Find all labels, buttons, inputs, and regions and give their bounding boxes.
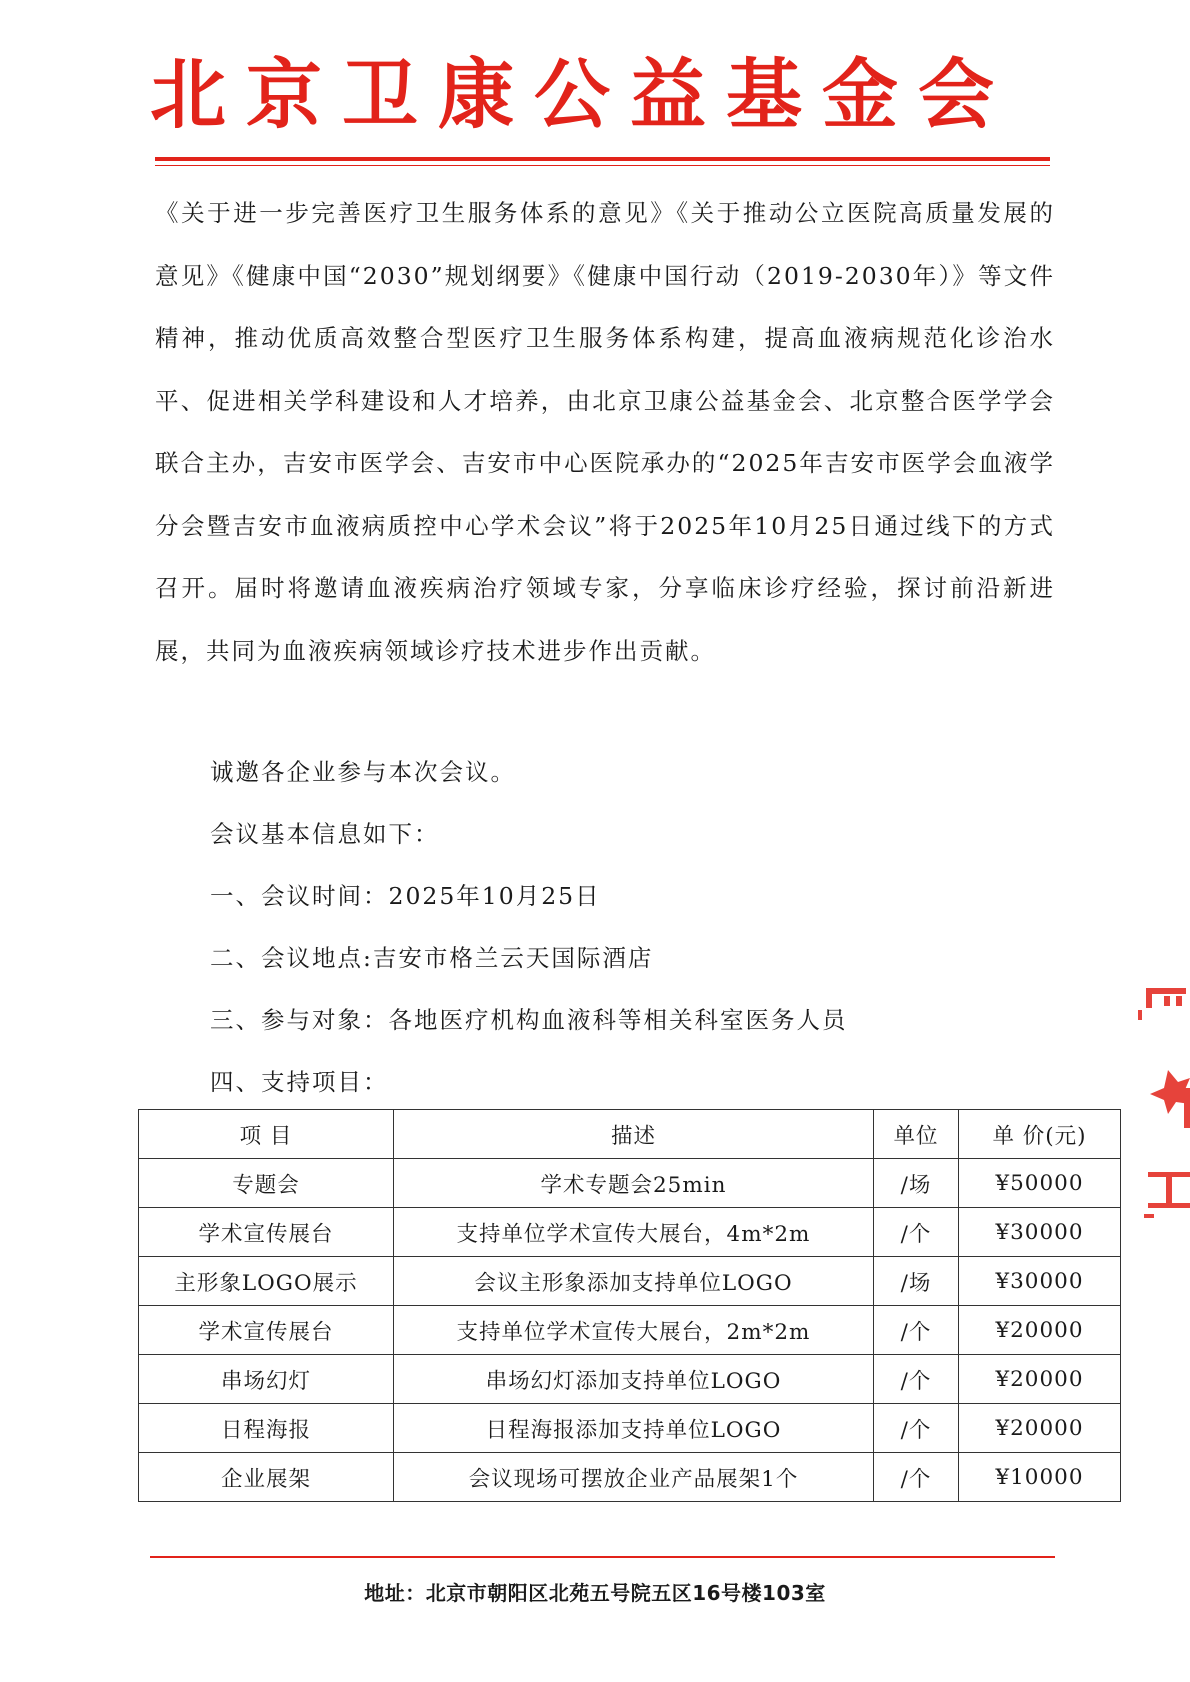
meeting-time-line: 一、会议时间：2025年10月25日 bbox=[210, 882, 601, 910]
cell-item: 学术宣传展台 bbox=[139, 1306, 394, 1355]
cell-item: 专题会 bbox=[139, 1159, 394, 1208]
cell-price: ¥30000 bbox=[959, 1257, 1121, 1306]
invitation-line: 诚邀各企业参与本次会议。 bbox=[210, 758, 516, 786]
table-row bbox=[139, 1257, 1121, 1306]
cell-item: 学术宣传展台 bbox=[139, 1208, 394, 1257]
cell-item: 串场幻灯 bbox=[139, 1355, 394, 1404]
cell-description: 学术专题会25min bbox=[394, 1159, 874, 1208]
cell-description: 会议主形象添加支持单位LOGO bbox=[394, 1257, 874, 1306]
table-row bbox=[139, 1355, 1121, 1404]
cell-price: ¥20000 bbox=[959, 1404, 1121, 1453]
cell-description: 支持单位学术宣传大展台，4m*2m bbox=[394, 1208, 874, 1257]
organization-letterhead: 北京卫康公益基金会 bbox=[150, 50, 1014, 139]
table-row bbox=[139, 1159, 1121, 1208]
header-unit: 单位 bbox=[874, 1110, 959, 1159]
cell-description: 串场幻灯添加支持单位LOGO bbox=[394, 1355, 874, 1404]
cell-unit: /场 bbox=[874, 1159, 959, 1208]
cell-item: 主形象LOGO展示 bbox=[139, 1257, 394, 1306]
table-row bbox=[139, 1453, 1121, 1502]
meeting-place-line: 二、会议地点:吉安市格兰云天国际酒店 bbox=[210, 944, 654, 972]
participants-line: 三、参与对象：各地医疗机构血液科等相关科室医务人员 bbox=[210, 1006, 848, 1034]
cell-item: 企业展架 bbox=[139, 1453, 394, 1502]
seal-stamp-partial bbox=[1128, 980, 1190, 1240]
cell-description: 日程海报添加支持单位LOGO bbox=[394, 1404, 874, 1453]
cell-unit: /个 bbox=[874, 1208, 959, 1257]
cell-price: ¥50000 bbox=[959, 1159, 1121, 1208]
cell-unit: /个 bbox=[874, 1453, 959, 1502]
intro-paragraph: 《关于进一步完善医疗卫生服务体系的意见》《关于推动公立医院高质量发展的意见》《健康中国“2030”规划纲要》《健康中国行动（2019-2030年）》等文件精神，推动优质高效整合型医疗卫生服务体系构建，提高血液病规范化诊治水平、促进相关学科建设和人才培养，由北京卫康公益基金会、北京整合医学学会联合主办，吉安市医学会、吉安市中心医院承办的“2025年吉安市医学会血液学分会暨吉安市血液病质控中心学术会议”将于2025年10月25日通过线下的方式召开。届时将邀请血液疾病治疗领域专家，分享临床诊疗经验，探讨前沿新进展，共同为血液疾病领域诊疗技术进步作出贡献。 bbox=[155, 199, 1055, 665]
cell-price: ¥20000 bbox=[959, 1306, 1121, 1355]
header-price: 单 价(元) bbox=[959, 1110, 1121, 1159]
cell-unit: /个 bbox=[874, 1355, 959, 1404]
cell-unit: /场 bbox=[874, 1257, 959, 1306]
footer-address: 地址：北京市朝阳区北苑五号院五区16号楼103室 bbox=[364, 1581, 826, 1605]
table-row bbox=[139, 1208, 1121, 1257]
header-description: 描述 bbox=[394, 1110, 874, 1159]
cell-price: ¥10000 bbox=[959, 1453, 1121, 1502]
cell-price: ¥20000 bbox=[959, 1355, 1121, 1404]
footer-divider bbox=[150, 1556, 1055, 1558]
table-row bbox=[139, 1306, 1121, 1355]
table-row bbox=[139, 1404, 1121, 1453]
table-header-row bbox=[139, 1110, 1121, 1159]
cell-description: 支持单位学术宣传大展台，2m*2m bbox=[394, 1306, 874, 1355]
header-divider-thick bbox=[155, 157, 1050, 161]
header-divider-thin bbox=[155, 165, 1050, 166]
cell-unit: /个 bbox=[874, 1404, 959, 1453]
header-item: 项 目 bbox=[139, 1110, 394, 1159]
cell-item: 日程海报 bbox=[139, 1404, 394, 1453]
support-items-table bbox=[138, 1109, 1121, 1502]
info-intro-line: 会议基本信息如下： bbox=[210, 820, 440, 848]
cell-description: 会议现场可摆放企业产品展架1个 bbox=[394, 1453, 874, 1502]
support-heading-line: 四、支持项目： bbox=[210, 1068, 389, 1096]
cell-unit: /个 bbox=[874, 1306, 959, 1355]
cell-price: ¥30000 bbox=[959, 1208, 1121, 1257]
